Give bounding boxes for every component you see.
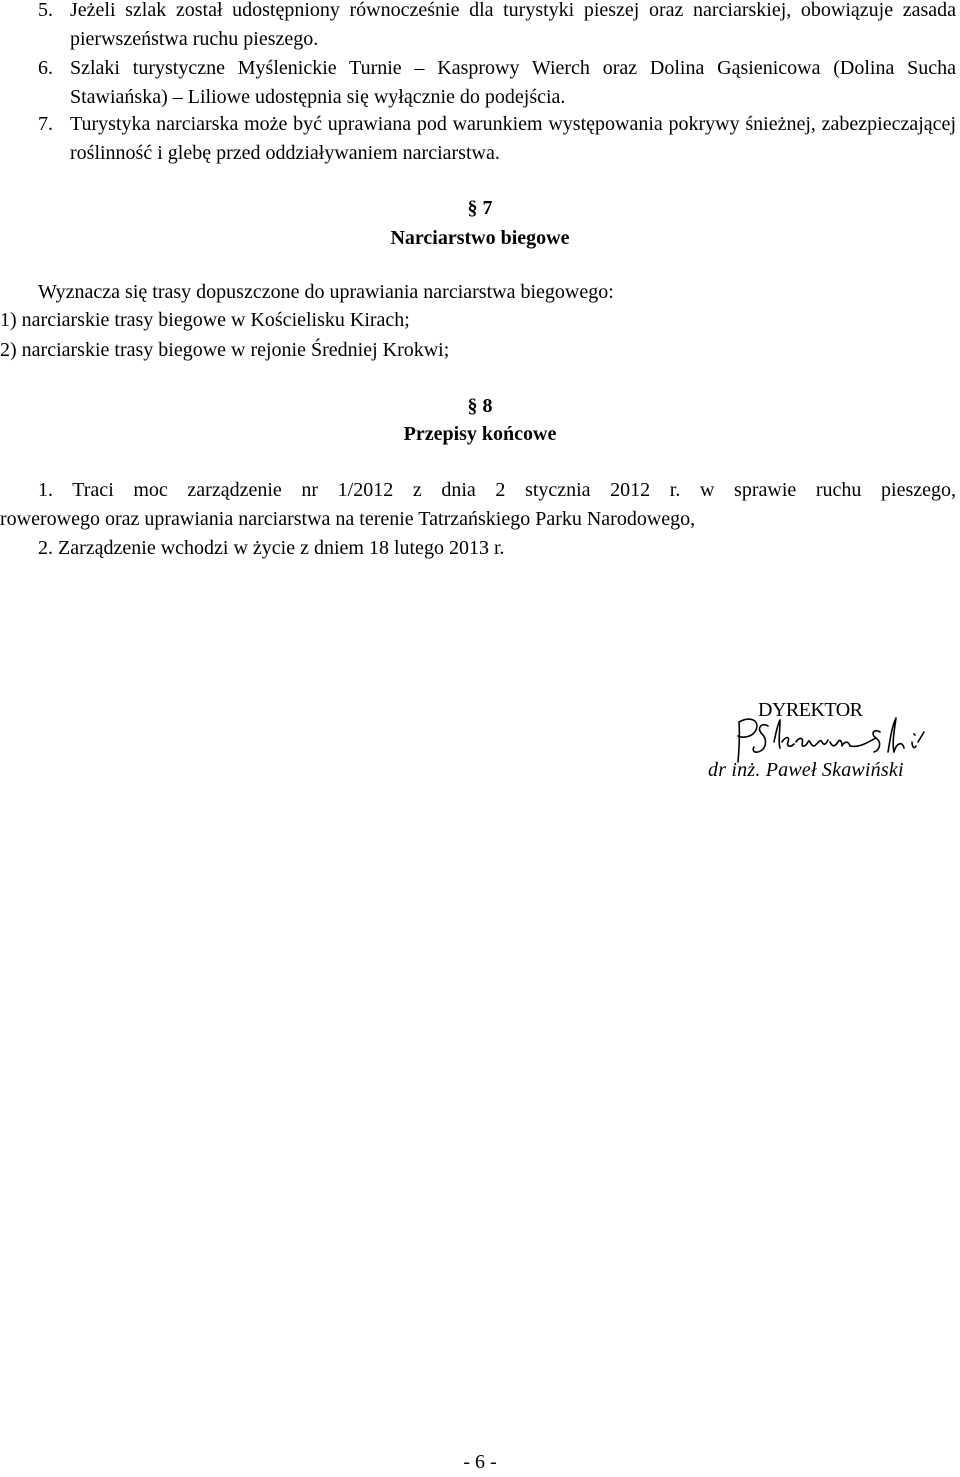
section-8-item-1-line-2: rowerowego oraz uprawiania narciarstwa na terenie Tatrzańskiego Parku Narodowego,: [0, 508, 696, 530]
list-item-number: 7.: [38, 113, 53, 135]
section-8-number: § 8: [467, 395, 493, 417]
section-7-title: Narciarstwo biegowe: [390, 227, 570, 249]
list-item-number: 6.: [38, 57, 53, 79]
section-7-intro: Wyznacza się trasy dopuszczone do uprawiania narciarstwa biegowego:: [38, 281, 614, 303]
section-8-item-2: 2. Zarządzenie wchodzi w życie z dniem 18 lutego 2013 r.: [38, 537, 505, 559]
page-number: - 6 -: [463, 1451, 497, 1473]
list-item-number: 5.: [38, 0, 53, 21]
section-8-title: Przepisy końcowe: [403, 423, 557, 445]
section-8-item-1: [0, 476, 956, 534]
section-7-list-item-2: 2) narciarskie trasy biegowe w rejonie Średniej Krokwi;: [0, 339, 450, 361]
section-7-list-item-1: 1) narciarskie trasy biegowe w Kościelisku Kirach;: [0, 309, 410, 331]
section-8-item-1-line-1: 1. Traci moc zarządzenie nr 1/2012 z dnia 2 stycznia 2012 r. w sprawie ruchu pieszego,: [38, 479, 956, 501]
list-item-text: Szlaki turystyczne Myślenickie Turnie – Kasprowy Wierch oraz Dolina Gąsienicowa (Dolina Sucha Stawiańska) – Liliowe udostępnia się wyłącznie do podejścia.: [70, 57, 956, 108]
signature-title: DYREKTOR: [758, 699, 863, 721]
list-item-5: [38, 0, 956, 54]
list-item-6: [38, 54, 956, 112]
list-item-7: [38, 110, 956, 168]
list-item-text: Jeżeli szlak został udostępniony równocześnie dla turystyki pieszej oraz narciarskiej, obowiązuje zasada pierwszeństwa ruchu pieszego.: [70, 0, 956, 50]
list-item-text: Turystyka narciarska może być uprawiana pod warunkiem występowania pokrywy śnieżnej, zabezpieczającej roślinność i glebę przed oddziaływaniem narciarstwa.: [70, 113, 956, 164]
section-7-number: § 7: [467, 197, 493, 219]
signature-name: dr inż. Paweł Skawiński: [708, 759, 904, 781]
